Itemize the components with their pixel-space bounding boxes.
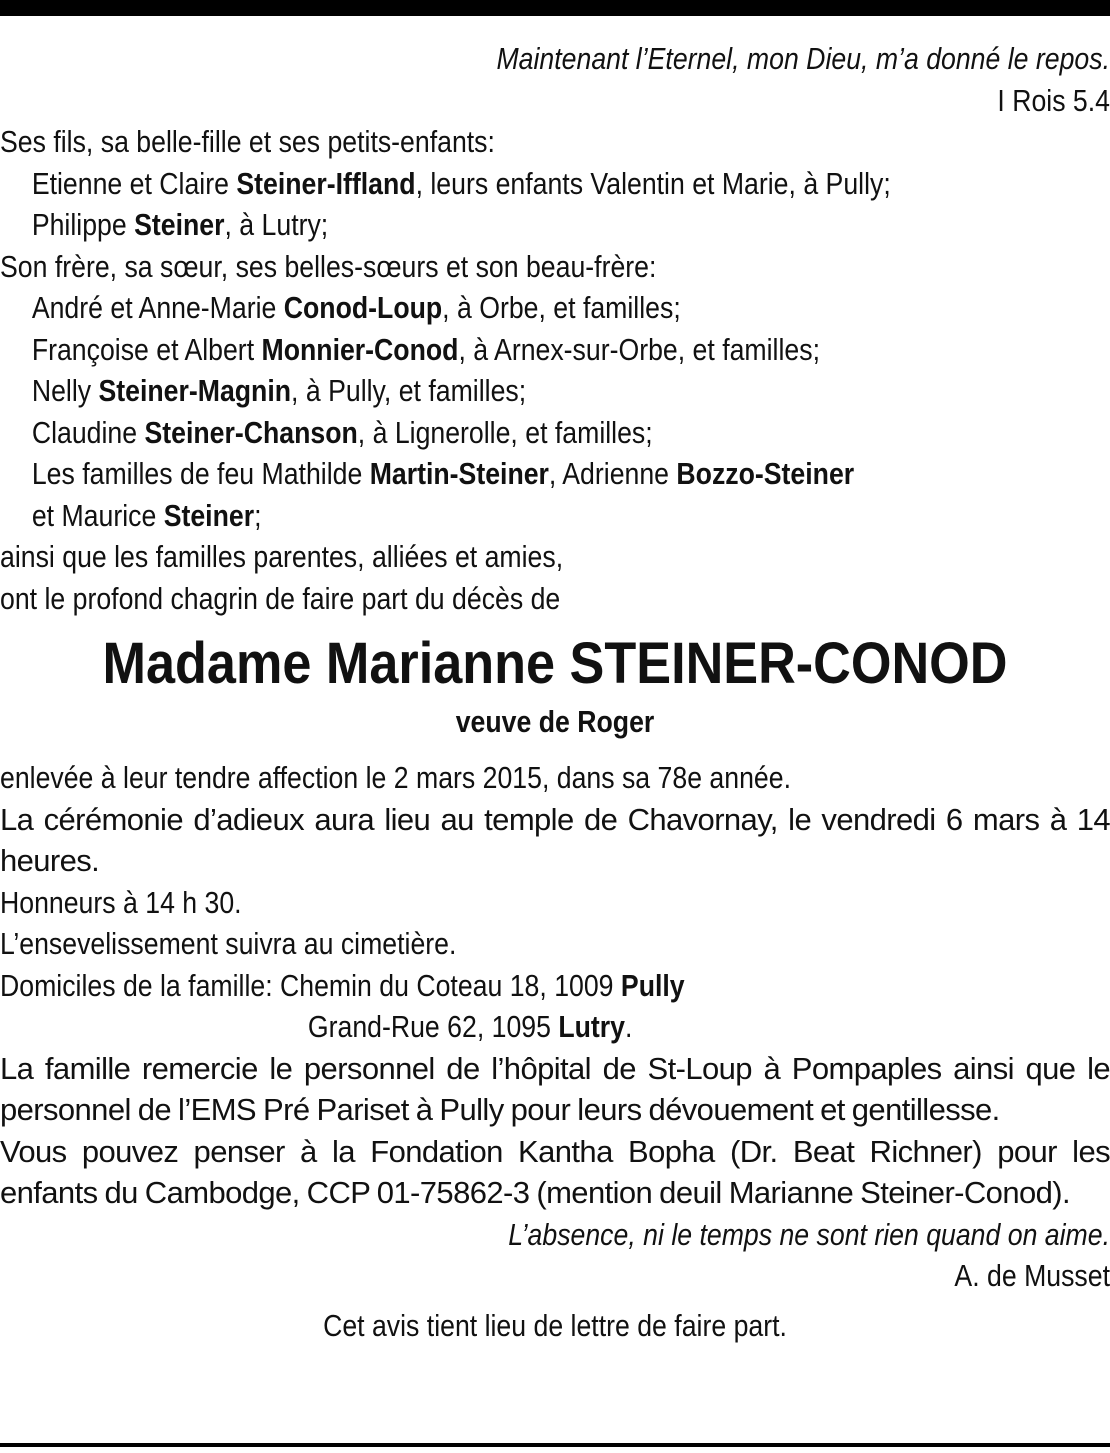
passing-date: enlevée à leur tendre affection le 2 mars 2015, dans sa 78e année. <box>0 760 791 795</box>
ceremony-info: La cérémonie d’adieux aura lieu au temple de Chavornay, le vendredi 6 mars à 14 heures. <box>0 801 1110 878</box>
burial-info: L’ensevelissement suivra au cimetière. <box>0 926 457 961</box>
deceased-name: Madame Marianne STEINER-CONOD <box>102 631 1008 696</box>
epigraph-source: I Rois 5.4 <box>997 82 1110 118</box>
domicile-line: Domiciles de la famille: Chemin du Coteau 18, 1009 Pully <box>0 967 685 1003</box>
closing-author: A. de Musset <box>954 1258 1110 1293</box>
donation-paragraph: Vous pouvez penser à la Fondation Kantha Bopha (Dr. Beat Richner) pour les enfants du Cambodge, CCP 01-75862-3 (mention deuil Marianne Steiner-Conod). <box>0 1133 1110 1210</box>
closing-quote: L’absence, ni le temps ne sont rien quand on aime. <box>508 1216 1110 1252</box>
bottom-rule <box>0 1443 1110 1447</box>
closing-notice: Cet avis tient lieu de lettre de faire part. <box>323 1307 787 1343</box>
siblings-heading: Son frère, sa sœur, ses belles-sœurs et son beau-frère: <box>0 248 657 284</box>
relatives-line: ainsi que les familles parentes, alliées et amies, <box>0 539 564 574</box>
announcement-line: ont le profond chagrin de faire part du décès de <box>0 580 561 616</box>
top-rule <box>0 0 1110 16</box>
family-line: Françoise et Albert Monnier-Conod, à Arnex-sur-Orbe, et familles; <box>31 331 820 367</box>
family-line: Claudine Steiner-Chanson, à Lignerolle, et familles; <box>31 414 653 450</box>
obituary-notice <box>0 38 1110 1346</box>
honours-info: Honneurs à 14 h 30. <box>0 884 242 920</box>
family-line: et Maurice Steiner; <box>31 497 262 533</box>
family-line: Philippe Steiner, à Lutry; <box>31 207 329 242</box>
thanks-paragraph: La famille remercie le personnel de l’hôpital de St-Loup à Pompaples ainsi que le personnel de l’EMS Pré Pariset à Pully pour leurs dévouement et gentillesse. <box>0 1050 1110 1127</box>
epigraph-quote: Maintenant l’Eternel, mon Dieu, m’a donné le repos. <box>496 41 1110 76</box>
sons-heading: Ses fils, sa belle-fille et ses petits-enfants: <box>0 124 495 159</box>
family-line: André et Anne-Marie Conod-Loup, à Orbe, et familles; <box>31 290 681 325</box>
domicile-line: Grand-Rue 62, 1095 Lutry. <box>307 1009 633 1044</box>
family-line: Les familles de feu Mathilde Martin-Steiner, Adrienne Bozzo-Steiner <box>31 456 855 491</box>
family-line: Etienne et Claire Steiner-Iffland, leurs enfants Valentin et Marie, à Pully; <box>31 165 891 201</box>
family-line: Nelly Steiner-Magnin, à Pully, et familles; <box>31 373 527 408</box>
deceased-subtitle: veuve de Roger <box>455 704 655 739</box>
